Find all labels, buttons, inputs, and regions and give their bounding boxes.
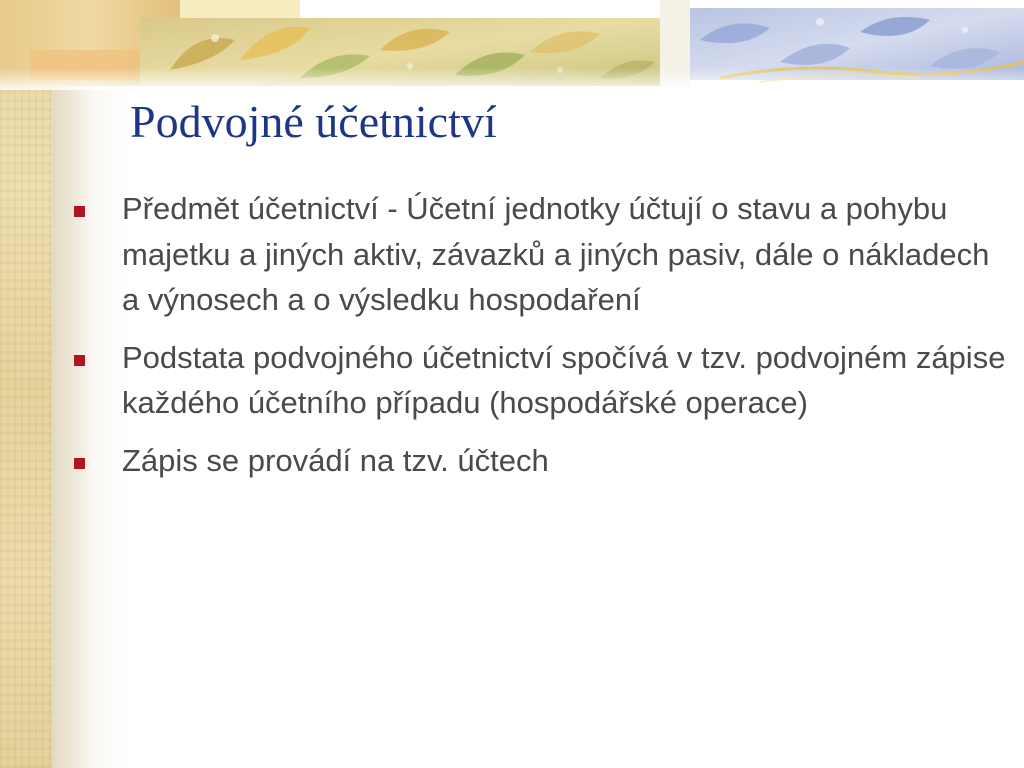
bullet-item (70, 438, 1015, 484)
square-bullet-icon (74, 355, 85, 366)
bullet-text: Podstata podvojného účetnictví spočívá v tzv. podvojném zápise každého účetního případu (hospodářské operace) (122, 339, 1006, 420)
bullet-item (70, 186, 1015, 323)
bullet-list (70, 186, 1015, 495)
slide-title: Podvojné účetnictví (130, 96, 497, 147)
bullet-text: Zápis se provádí na tzv. účtech (122, 442, 549, 478)
square-bullet-icon (74, 458, 85, 469)
bullet-text: Předmět účetnictví - Účetní jednotky účtují o stavu a pohybu majetku a jiných aktiv, závazků a jiných pasiv, dále o nákladech a výnosech a o výsledku hospodaření (122, 191, 990, 317)
top-decorative-banner (0, 0, 1024, 90)
left-decorative-strip (0, 0, 52, 768)
square-bullet-icon (74, 206, 85, 217)
bullet-item (70, 335, 1015, 426)
